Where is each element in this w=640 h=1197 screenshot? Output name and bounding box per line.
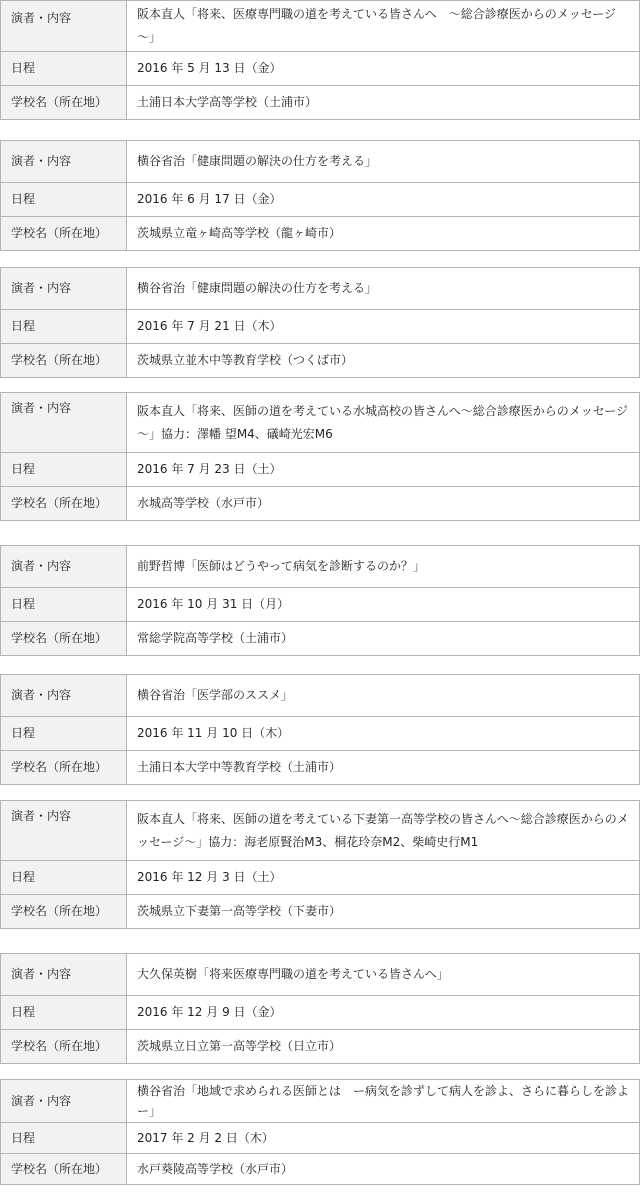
date-label: 日程 <box>1 183 127 217</box>
school-row <box>1 622 640 656</box>
date-value: 2017 年 2 月 2 日（木） <box>127 1123 640 1154</box>
school-row <box>1 487 640 521</box>
event-table <box>0 140 640 251</box>
date-row <box>1 861 640 895</box>
school-label: 学校名（所在地） <box>1 751 127 785</box>
content-label: 演者・内容 <box>1 801 127 861</box>
date-row <box>1 996 640 1030</box>
school-row <box>1 1030 640 1064</box>
event-table <box>0 1079 640 1185</box>
date-label: 日程 <box>1 1123 127 1154</box>
date-value: 2016 年 11 月 10 日（木） <box>127 717 640 751</box>
content-row <box>1 1 640 52</box>
content-label: 演者・内容 <box>1 268 127 310</box>
event-table <box>0 392 640 521</box>
school-label: 学校名（所在地） <box>1 895 127 929</box>
content-label: 演者・内容 <box>1 546 127 588</box>
content-row <box>1 268 640 310</box>
date-label: 日程 <box>1 996 127 1030</box>
school-value: 常総学院高等学校（土浦市） <box>127 622 640 656</box>
school-value: 土浦日本大学中等教育学校（土浦市） <box>127 751 640 785</box>
date-label: 日程 <box>1 717 127 751</box>
content-label: 演者・内容 <box>1 141 127 183</box>
school-label: 学校名（所在地） <box>1 86 127 120</box>
date-value: 2016 年 12 月 9 日（金） <box>127 996 640 1030</box>
school-row <box>1 217 640 251</box>
school-label: 学校名（所在地） <box>1 344 127 378</box>
content-row <box>1 954 640 996</box>
content-row <box>1 1080 640 1123</box>
school-value: 茨城県立日立第一高等学校（日立市） <box>127 1030 640 1064</box>
school-label: 学校名（所在地） <box>1 487 127 521</box>
content-row <box>1 675 640 717</box>
school-value: 茨城県立下妻第一高等学校（下妻市） <box>127 895 640 929</box>
content-value: 阪本直人「将来、医師の道を考えている水城高校の皆さんへ～総合診療医からのメッセージ～」協力：澤幡 望M4、礒崎光宏M6 <box>127 393 640 453</box>
content-value: 阪本直人「将来、医師の道を考えている下妻第一高等学校の皆さんへ～総合診療医からのメッセージ～」協力：海老原賢治M3、桐花玲奈M2、柴崎史行M1 <box>127 801 640 861</box>
date-label: 日程 <box>1 861 127 895</box>
content-row <box>1 393 640 453</box>
content-value: 大久保英樹「将来医療専門職の道を考えている皆さんへ」 <box>127 954 640 996</box>
school-value: 水城高等学校（水戸市） <box>127 487 640 521</box>
date-row <box>1 310 640 344</box>
date-value: 2016 年 12 月 3 日（土） <box>127 861 640 895</box>
date-row <box>1 52 640 86</box>
date-row <box>1 453 640 487</box>
content-value: 阪本直人「将来、医療専門職の道を考えている皆さんへ ～総合診療医からのメッセージ～」 <box>127 1 640 52</box>
date-row <box>1 717 640 751</box>
school-row <box>1 86 640 120</box>
event-table <box>0 267 640 378</box>
school-label: 学校名（所在地） <box>1 1030 127 1064</box>
school-row <box>1 344 640 378</box>
content-label: 演者・内容 <box>1 675 127 717</box>
content-value: 横谷省治「医学部のススメ」 <box>127 675 640 717</box>
date-value: 2016 年 7 月 21 日（木） <box>127 310 640 344</box>
school-row <box>1 751 640 785</box>
school-value: 茨城県立並木中等教育学校（つくば市） <box>127 344 640 378</box>
event-table <box>0 953 640 1064</box>
content-row <box>1 801 640 861</box>
school-label: 学校名（所在地） <box>1 622 127 656</box>
content-value: 横谷省治「健康問題の解決の仕方を考える」 <box>127 268 640 310</box>
school-row <box>1 1154 640 1185</box>
event-table <box>0 674 640 785</box>
content-label: 演者・内容 <box>1 954 127 996</box>
content-label: 演者・内容 <box>1 393 127 453</box>
content-value: 横谷省治「地域で求められる医師とは ー病気を診ずして病人を診よ、さらに暮らしを診よー」 <box>127 1080 640 1123</box>
school-label: 学校名（所在地） <box>1 217 127 251</box>
event-table <box>0 545 640 656</box>
date-row <box>1 183 640 217</box>
date-value: 2016 年 6 月 17 日（金） <box>127 183 640 217</box>
school-value: 茨城県立竜ヶ崎高等学校（龍ヶ崎市） <box>127 217 640 251</box>
school-label: 学校名（所在地） <box>1 1154 127 1185</box>
date-row <box>1 588 640 622</box>
date-label: 日程 <box>1 588 127 622</box>
content-label: 演者・内容 <box>1 1 127 52</box>
date-label: 日程 <box>1 52 127 86</box>
content-label: 演者・内容 <box>1 1080 127 1123</box>
date-label: 日程 <box>1 453 127 487</box>
event-table <box>0 0 640 120</box>
date-value: 2016 年 5 月 13 日（金） <box>127 52 640 86</box>
school-value: 水戸葵陵高等学校（水戸市） <box>127 1154 640 1185</box>
date-value: 2016 年 7 月 23 日（土） <box>127 453 640 487</box>
event-table <box>0 800 640 929</box>
date-value: 2016 年 10 月 31 日（月） <box>127 588 640 622</box>
content-row <box>1 141 640 183</box>
content-value: 前野哲博「医師はどうやって病気を診断するのか？」 <box>127 546 640 588</box>
school-value: 土浦日本大学高等学校（土浦市） <box>127 86 640 120</box>
school-row <box>1 895 640 929</box>
content-row <box>1 546 640 588</box>
date-row <box>1 1123 640 1154</box>
content-value: 横谷省治「健康問題の解決の仕方を考える」 <box>127 141 640 183</box>
date-label: 日程 <box>1 310 127 344</box>
